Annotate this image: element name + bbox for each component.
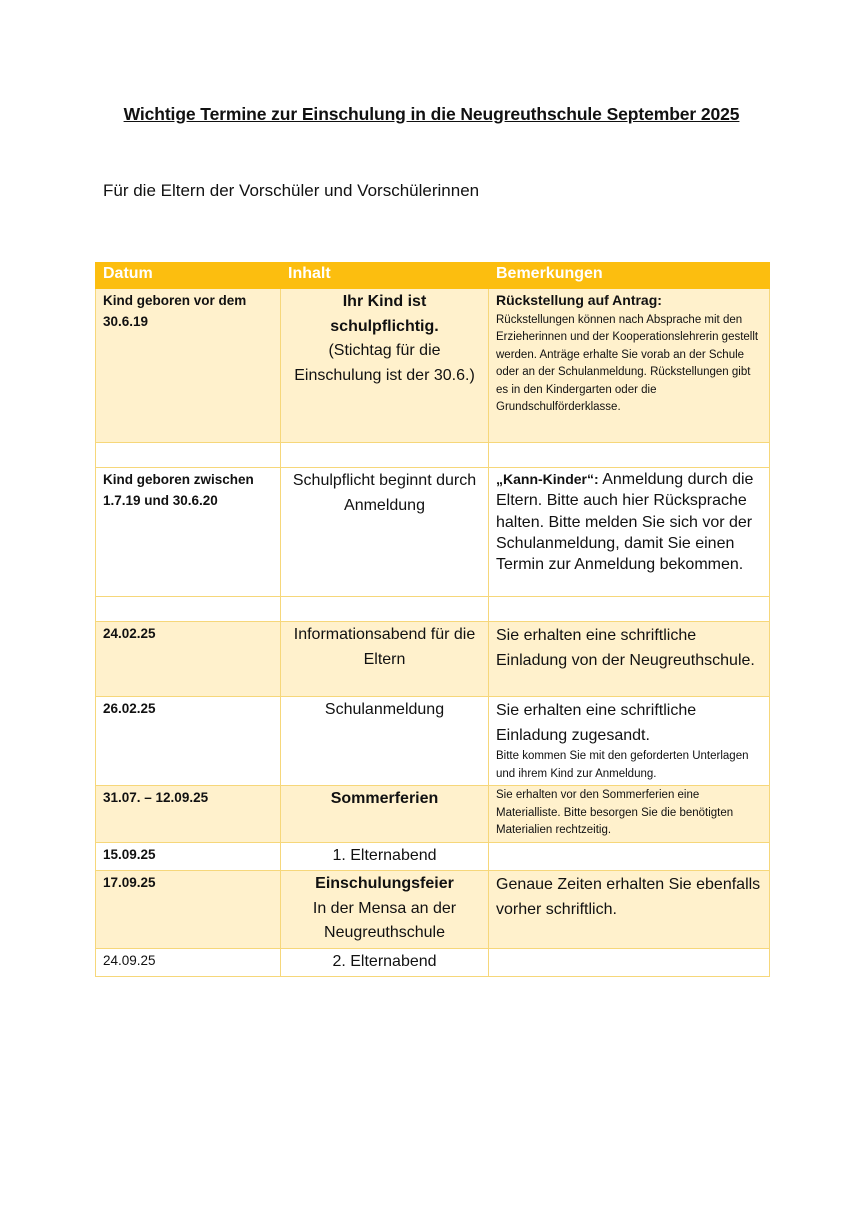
schedule-table: [95, 262, 770, 977]
header-bemerkungen: Bemerkungen: [489, 263, 770, 289]
remark-note: Bitte kommen Sie mit den geforderten Unterlagen und ihrem Kind zur Anmeldung.: [496, 750, 749, 780]
remark-cell: Sie erhalten eine schriftliche Einladung von der Neugreuthschule.: [489, 622, 770, 697]
remark-cell: Genaue Zeiten erhalten Sie ebenfalls vorher schriftlich.: [489, 871, 770, 949]
table-row: [96, 871, 770, 949]
table-row: [96, 948, 770, 977]
date-cell: Kind geboren vor dem 30.6.19: [96, 289, 281, 443]
table-header-row: [96, 263, 770, 289]
spacer-row: [96, 597, 770, 622]
remark-heading: Rückstellung auf Antrag:: [496, 292, 662, 308]
table-row: [96, 842, 770, 871]
remark-heading: „Kann-Kinder“:: [496, 471, 599, 487]
date-cell: 17.09.25: [96, 871, 281, 949]
content-cell: 2. Elternabend: [281, 948, 489, 977]
spacer-row: [96, 443, 770, 468]
remark-cell: [489, 948, 770, 977]
table-row: [96, 697, 770, 786]
date-cell: 26.02.25: [96, 697, 281, 786]
remark-cell: [489, 697, 770, 786]
table-row: [96, 468, 770, 597]
date-cell: 24.09.25: [96, 948, 281, 977]
content-text: In der Mensa an der Neugreuthschule: [312, 899, 457, 942]
table-row: [96, 622, 770, 697]
date-cell: 31.07. – 12.09.25: [96, 786, 281, 843]
remark-cell: [489, 842, 770, 871]
document-subtitle: Für die Eltern der Vorschüler und Vorschülerinnen: [103, 181, 480, 200]
remark-note: Sie erhalten vor den Sommerferien eine Materialliste. Bitte besorgen Sie die benötigten Materialien rechtzeitig.: [496, 789, 734, 837]
remark-cell: [489, 468, 770, 597]
table-row: [96, 289, 770, 443]
document-title: Wichtige Termine zur Einschulung in die Neugreuthschule September 2025: [123, 104, 740, 124]
remark-cell: [489, 289, 770, 443]
header-datum: Datum: [96, 263, 281, 289]
date-cell: 24.02.25: [96, 622, 281, 697]
remark-cell: [489, 786, 770, 843]
content-cell: Schulanmeldung: [281, 697, 489, 786]
content-bold: Ihr Kind ist schulpflichtig.: [330, 293, 439, 335]
content-cell: Schulpflicht beginnt durch Anmeldung: [281, 468, 489, 597]
remark-text: Rückstellungen können nach Absprache mit den Erzieherinnen und der Kooperationslehrerin gestellt werden. Anträge erhalte Sie vorab an der Schule oder an der Schulanmeldung. Rückstellungen gibt es in den Kindergarten oder die Grundschulförderklasse.: [496, 313, 759, 414]
content-cell: 1. Elternabend: [281, 842, 489, 871]
content-bold: Sommerferien: [330, 790, 439, 808]
content-cell: [281, 871, 489, 949]
content-text: (Stichtag für die Einschulung ist der 30.6.): [294, 342, 475, 384]
remark-text: Anmeldung durch die Eltern. Bitte auch hier Rücksprache halten. Bitte melden Sie sich vor der Schulanmeldung, damit Sie einen Termin zur Anmeldung bekommen.: [496, 471, 754, 574]
header-inhalt: Inhalt: [281, 263, 489, 289]
content-bold: Einschulungsfeier: [315, 875, 454, 893]
date-cell: Kind geboren zwischen 1.7.19 und 30.6.20: [96, 468, 281, 597]
content-cell: [281, 786, 489, 843]
content-cell: Informationsabend für die Eltern: [281, 622, 489, 697]
remark-text: Sie erhalten eine schriftliche Einladung zugesandt.: [496, 702, 697, 744]
date-cell: 15.09.25: [96, 842, 281, 871]
content-cell: [281, 289, 489, 443]
table-row: [96, 786, 770, 843]
